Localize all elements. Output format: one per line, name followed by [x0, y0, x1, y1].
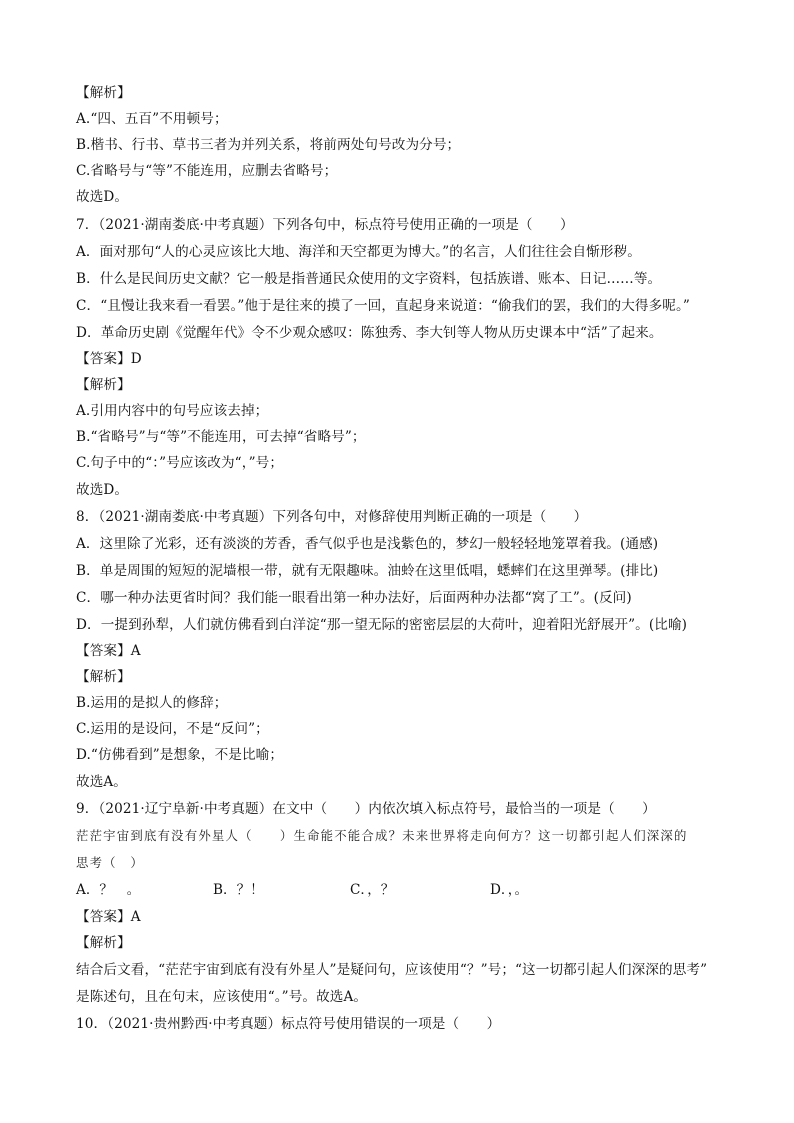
question-9-stem: 9．（2021·辽宁阜新·中考真题）在文中（ ）内依次填入标点符号，最恰当的一项是（ ） [76, 801, 656, 817]
analysis-line: 是陈述句，且在句末，应该使用“。”号。故选A。 [76, 989, 368, 1005]
analysis-heading: 【解析】 [76, 935, 131, 951]
passage-line: 思考（ ） [76, 855, 144, 870]
analysis-line: B.运用的是拟人的修辞； [76, 695, 228, 711]
question-10-stem: 10．（2021·贵州黔西·中考真题）标点符号使用错误的一项是（ ） [76, 1016, 501, 1032]
question-9-option: D．，。 [490, 882, 529, 898]
analysis-line: B.楷书、行书、草书三者为并列关系，将前两处句号改为分号； [76, 137, 461, 153]
question-7-stem: 7．（2021·湖南娄底·中考真题）下列各句中，标点符号使用正确的一项是（ ） [76, 217, 574, 233]
option-line: B．单是周围的短短的泥墙根一带，就有无限趣味。油蛉在这里低唱，蟋蟀们在这里弹琴。(排比) [76, 563, 659, 579]
analysis-line: 故选A。 [76, 774, 127, 790]
analysis-line: B.“省略号”与“等”不能连用，可去掉“省略号”； [76, 429, 366, 445]
analysis-line: D.“仿佛看到”是想象，不是比喻； [76, 747, 284, 763]
analysis-line: A.“四、五百”不用顿号； [76, 111, 228, 127]
question-9-option: A．？ 。 [76, 882, 141, 898]
option-line: A．这里除了光彩，还有淡淡的芳香，香气似乎也是浅紫色的，梦幻一般轻轻地笼罩着我。(通感) [76, 536, 659, 552]
answer-line: 【答案】A [76, 909, 141, 925]
analysis-line: C.运用的是设问，不是“反问”； [76, 721, 269, 737]
option-line: B．什么是民间历史文献？它一般是指普通民众使用的文字资料，包括族谱、账本、日记……等。 [76, 271, 662, 287]
analysis-line: C.省略号与“等”不能连用，应删去省略号； [76, 163, 338, 179]
analysis-heading: 【解析】 [76, 377, 131, 393]
analysis-heading: 【解析】 [76, 85, 131, 101]
answer-line: 【答案】A [76, 643, 141, 659]
analysis-line: C.句子中的“：”号应该改为“，”号； [76, 455, 284, 471]
option-line: A．面对那句“人的心灵应该比大地、海洋和天空都更为博大。”的名言，人们往往会自惭形秽。 [76, 244, 641, 260]
option-line: D．一提到孙犁，人们就仿佛看到白洋淀“那一望无际的密密层层的大荷叶，迎着阳光舒展开”。(比喻) [76, 617, 688, 633]
analysis-line: 结合后文看，“茫茫宇宙到底有没有外星人”是疑问句，应该使用“？”号；“这一切都引起人们深深的思考” [76, 962, 708, 978]
passage-line: 茫茫宇宙到底有没有外星人（ ）生命能不能合成？未来世界将走向何方？这一切都引起人们深深的 [76, 828, 688, 843]
analysis-heading: 【解析】 [76, 669, 131, 685]
analysis-line: 故选D。 [76, 189, 129, 205]
question-9-option: C．，？ [350, 882, 395, 898]
option-line: C．“且慢让我来看一看罢。”他于是往来的摸了一回，直起身来说道：“偷我们的罢，我们的大得多呢。” [76, 298, 690, 314]
option-line: D．革命历史剧《觉醒年代》令不少观众感叹：陈独秀、李大钊等人物从历史课本中“活”了起来。 [76, 325, 663, 341]
analysis-line: A.引用内容中的句号应该去掉； [76, 403, 269, 419]
analysis-line: 故选D。 [76, 482, 129, 498]
question-9-option: B．？！ [213, 882, 264, 898]
option-line: C．哪一种办法更省时间？我们能一眼看出第一种办法好，后面两种办法都“窝了工”。(反问) [76, 590, 632, 606]
question-8-stem: 8．（2021·湖南娄底·中考真题）下列各句中，对修辞使用判断正确的一项是（ ） [76, 509, 588, 525]
answer-line: 【答案】D [76, 351, 142, 367]
